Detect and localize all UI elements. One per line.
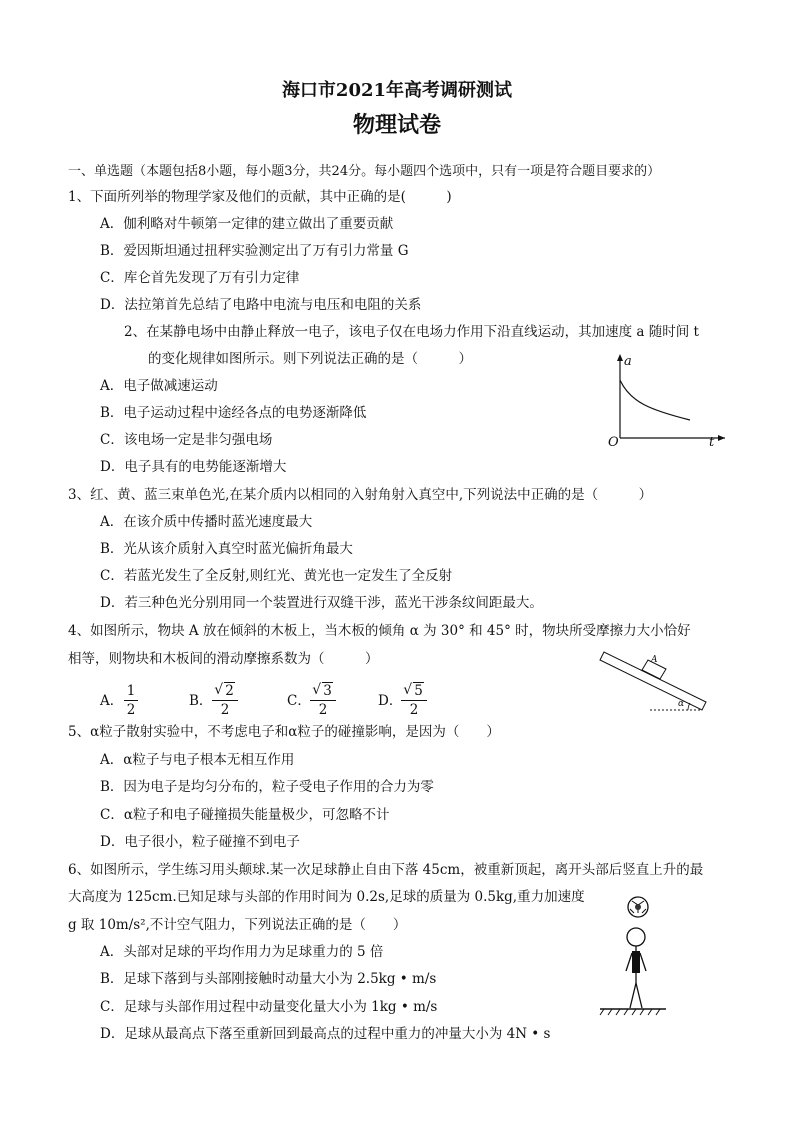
question-4-option-d-value: √ 5 2 (401, 683, 427, 718)
question-4-option-a-label: A． (100, 693, 124, 709)
question-5-option-b: B．因为电子是均匀分布的，粒子受电子作用的合力为零 (100, 779, 434, 795)
question-4-option-c-label: C． (287, 693, 311, 709)
question-3-option-b: B．光从该介质射入真空时蓝光偏折角最大 (100, 541, 353, 557)
exam-title: 海口市2021年高考调研测试 (281, 80, 513, 101)
question-6-option-a: A．头部对足球的平均作用力为足球重力的 5 倍 (100, 944, 384, 960)
question-3-option-c: C．若蓝光发生了全反射,则红光、黄光也一定发生了全反射 (100, 568, 453, 584)
question-1-option-c: C．库仑首先发现了万有引力定律 (100, 270, 300, 286)
question-5-option-d: D．电子很小，粒子碰撞不到电子 (100, 834, 300, 850)
question-2-option-c: C．该电场一定是非匀强电场 (100, 432, 273, 448)
graph-origin-label: O (608, 435, 619, 450)
exam-subtitle: 物理试卷 (352, 112, 441, 138)
heading-ball-figure (598, 893, 668, 1023)
block-label: A (651, 655, 658, 665)
question-6-stem-line1: 6、如图所示，学生练习用头颠球.某一次足球静止自由下落 45cm，被重新顶起，离开头部后竖直上升的最 (68, 862, 704, 878)
question-1-option-d: D．法拉第首先总结了电路中电流与电压和电阻的关系 (100, 297, 422, 313)
question-6-option-d: D．足球从最高点下落至重新回到最高点的过程中重力的冲量大小为 4N • s (100, 1026, 551, 1042)
graph-y-label: a (624, 354, 632, 369)
question-3-option-a: A．在该介质中传播时蓝光速度最大 (100, 514, 313, 530)
question-2-option-b: B．电子运动过程中途经各点的电势逐渐降低 (100, 405, 367, 421)
question-1-stem: 1、下面所列举的物理学家及他们的贡献，其中正确的是( ) (68, 189, 452, 205)
question-4-option-d-label: D． (378, 693, 403, 709)
question-5-option-a: A．α粒子与电子根本无相互作用 (100, 752, 295, 768)
question-6-stem-line3: g 取 10m/s²,不计空气阻力，下列说法正确的是（ ） (68, 917, 407, 933)
question-6-option-b: B．足球下落到与头部刚接触时动量大小为 2.5kg • m/s (100, 971, 437, 987)
question-4-option-b-label: B． (189, 693, 213, 709)
section-heading: 一、单选题（本题包括8小题，每小题3分，共24分。每小题四个选项中，只有一项是符合题目要求的） (68, 164, 661, 179)
graph-x-label: t (709, 435, 715, 450)
question-4-stem-line2: 相等，则物块和木板间的滑动摩擦系数为（ ） (68, 651, 379, 667)
question-4-stem-line1: 4、如图所示，物块 A 放在倾斜的木板上，当木板的倾角 α 为 30° 和 45° 时，物块所受摩擦力大小恰好 (68, 623, 691, 639)
question-2-option-a: A．电子做减速运动 (100, 378, 218, 394)
question-6-option-c: C．足球与头部作用过程中动量变化量大小为 1kg • m/s (100, 999, 438, 1015)
question-6-stem-line2: 大高度为 125cm.已知足球与头部的作用时间为 0.2s,足球的质量为 0.5kg,重力加速度 (68, 889, 585, 905)
question-2-stem-line2: 的变化规律如图所示。则下列说法正确的是（ ） (148, 351, 472, 367)
question-4-option-b-value: √ 2 2 (212, 683, 238, 718)
question-5-stem: 5、α粒子散射实验中，不考虑电子和α粒子的碰撞影响，是因为（ ） (68, 724, 500, 740)
question-1-option-a: A．伽利略对牛顿第一定律的建立做出了重要贡献 (100, 216, 394, 232)
question-2-option-d: D．电子具有的电势能逐渐增大 (100, 459, 287, 475)
question-1-option-b: B．爱因斯坦通过扭秤实验测定出了万有引力常量 G (100, 243, 409, 259)
question-4-option-c-value: √ 3 2 (310, 683, 336, 718)
angle-label: α (678, 699, 685, 709)
question-2-stem-line1: 2、在某静电场中由静止释放一电子，该电子仅在电场力作用下沿直线运动，其加速度 a 随时间 t (124, 324, 699, 340)
question-4-option-a-value: 1 2 (124, 683, 138, 718)
question-5-option-c: C．α粒子和电子碰撞损失能量极少，可忽略不计 (100, 807, 390, 823)
question-3-stem: 3、红、黄、蓝三束单色光,在某介质内以相同的入射角射入真空中,下列说法中正确的是（ ） (68, 487, 653, 503)
question-3-option-d: D．若三种色光分别用同一个装置进行双缝干涉，蓝光干涉条纹间距最大。 (100, 595, 543, 611)
